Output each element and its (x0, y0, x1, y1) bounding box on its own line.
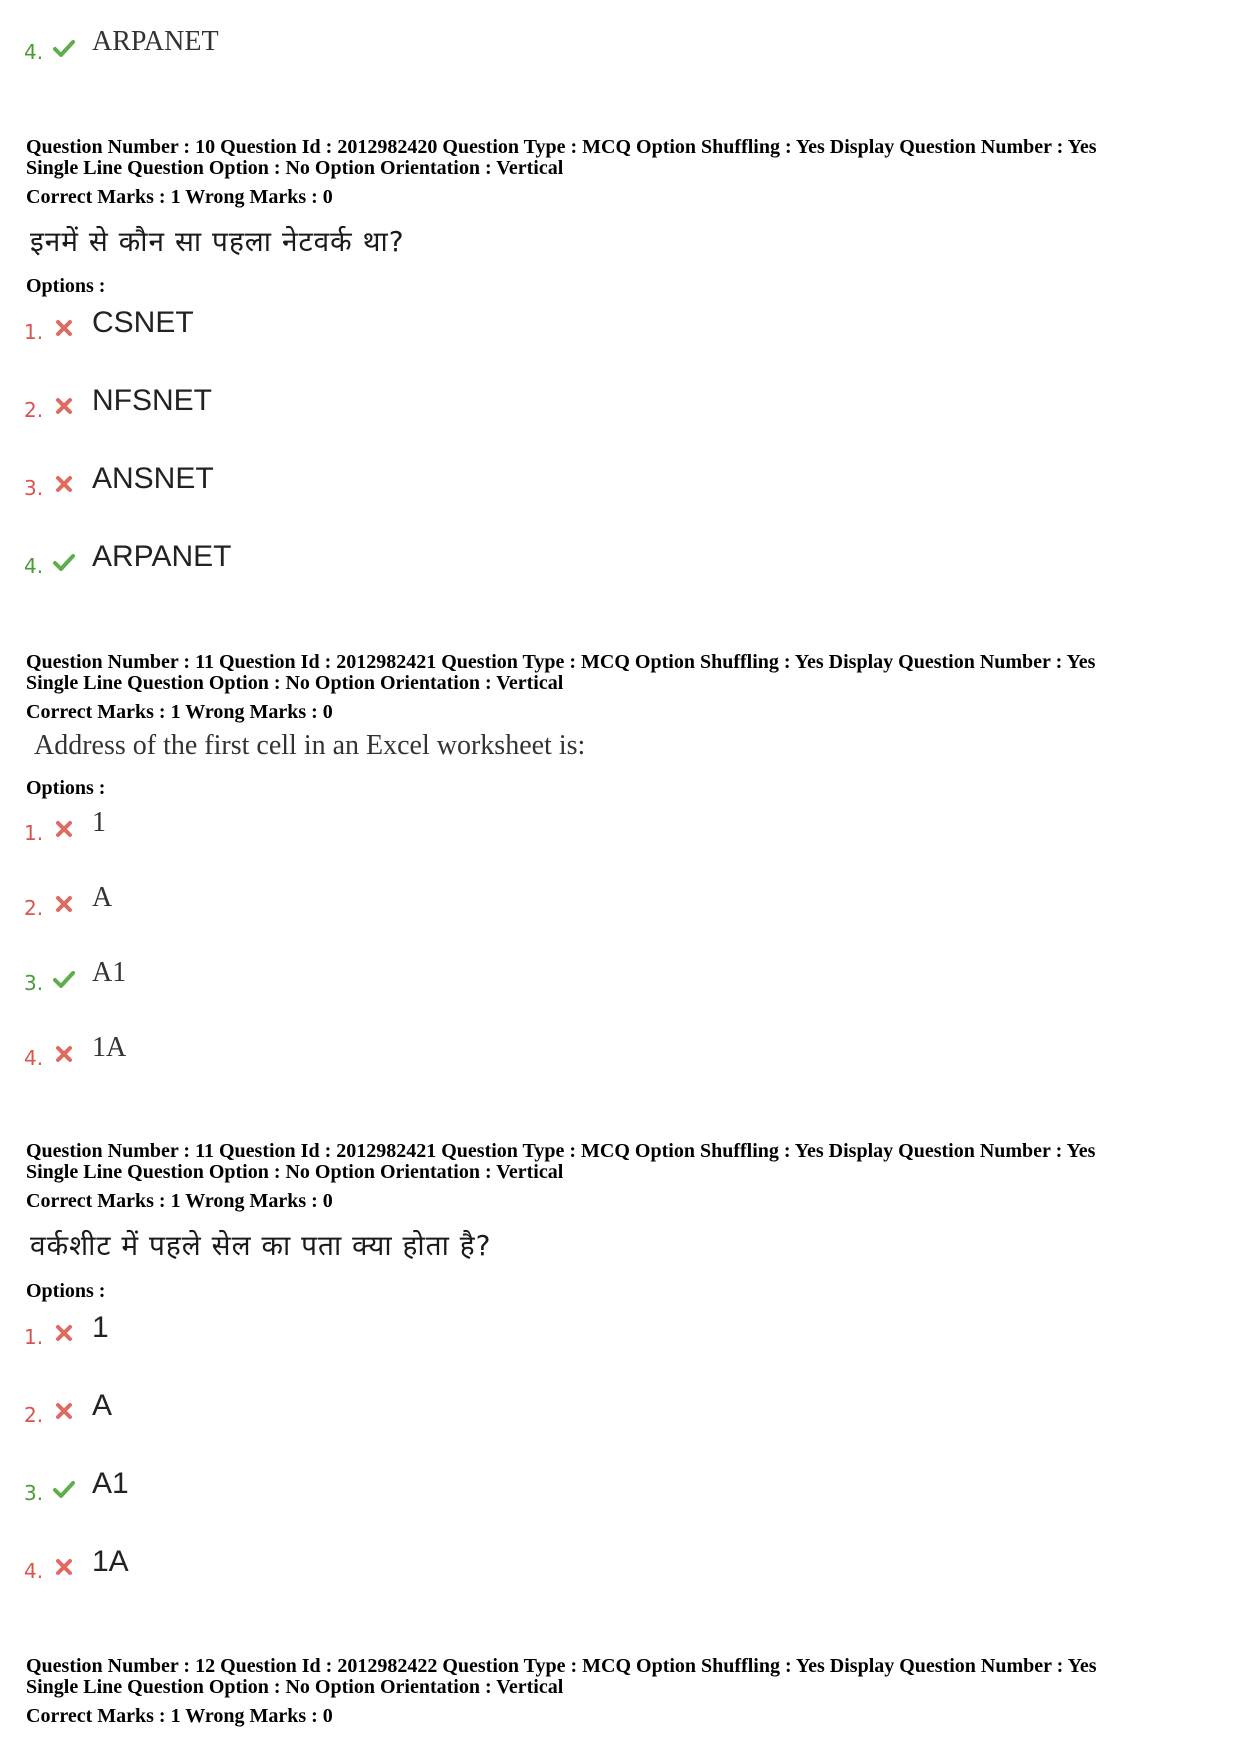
option-text: 1A (92, 1032, 127, 1063)
option-text: NFSNET (92, 384, 212, 417)
option-item (24, 1545, 424, 1585)
option-item (24, 26, 424, 66)
option-text: ARPANET (92, 26, 219, 57)
cross-icon (52, 472, 76, 496)
checkmark-icon (52, 967, 76, 991)
question-text: इनमें से कौन सा पहला नेटवर्क था? (30, 225, 405, 258)
question-text: Address of the first cell in an Excel worksheet is: (34, 730, 586, 761)
option-text: ANSNET (92, 462, 214, 495)
question-meta-line: Single Line Question Option : No Option Orientation : Vertical (26, 1676, 564, 1698)
option-item (24, 1032, 424, 1072)
option-item (24, 1389, 424, 1429)
option-text: CSNET (92, 306, 194, 339)
cross-icon (52, 1321, 76, 1345)
checkmark-icon (52, 1477, 76, 1501)
checkmark-icon (52, 550, 76, 574)
cross-icon (52, 1555, 76, 1579)
marks-line: Correct Marks : 1 Wrong Marks : 0 (26, 1190, 333, 1212)
cross-icon (52, 394, 76, 418)
question-text: वर्कशीट में पहले सेल का पता क्या होता है? (30, 1229, 492, 1262)
question-meta-line: Single Line Question Option : No Option Orientation : Vertical (26, 672, 564, 694)
question-meta-line: Single Line Question Option : No Option Orientation : Vertical (26, 1161, 564, 1183)
option-number: 3. (24, 971, 44, 995)
option-item (24, 540, 424, 580)
cross-icon (52, 316, 76, 340)
option-number: 2. (24, 1403, 44, 1427)
option-number: 2. (24, 896, 44, 920)
option-text: A (92, 1389, 113, 1422)
checkmark-icon (52, 36, 76, 60)
option-item (24, 882, 424, 922)
option-text: A (92, 882, 113, 913)
options-label: Options : (26, 1280, 106, 1302)
cross-icon (52, 1042, 76, 1066)
option-number: 1. (24, 1325, 44, 1349)
option-item (24, 957, 424, 997)
question-meta-line: Question Number : 11 Question Id : 2012982421 Question Type : MCQ Option Shuffling : Yes Display Question Number : Yes (26, 651, 1096, 673)
option-number: 2. (24, 398, 44, 422)
option-number: 4. (24, 554, 44, 578)
option-number: 3. (24, 476, 44, 500)
option-number: 1. (24, 821, 44, 845)
option-text: 1 (92, 1311, 109, 1344)
option-item (24, 1467, 424, 1507)
option-number: 3. (24, 1481, 44, 1505)
marks-line: Correct Marks : 1 Wrong Marks : 0 (26, 1705, 333, 1727)
option-number: 1. (24, 320, 44, 344)
options-label: Options : (26, 275, 106, 297)
option-text: A1 (92, 957, 127, 988)
option-item (24, 306, 424, 346)
marks-line: Correct Marks : 1 Wrong Marks : 0 (26, 701, 333, 723)
option-text: 1 (92, 807, 106, 838)
marks-line: Correct Marks : 1 Wrong Marks : 0 (26, 186, 333, 208)
question-meta-line: Question Number : 10 Question Id : 2012982420 Question Type : MCQ Option Shuffling : Yes Display Question Number : Yes (26, 136, 1097, 158)
option-item (24, 462, 424, 502)
question-meta-line: Question Number : 12 Question Id : 2012982422 Question Type : MCQ Option Shuffling : Yes Display Question Number : Yes (26, 1655, 1097, 1677)
option-text: A1 (92, 1467, 129, 1500)
question-meta-line: Single Line Question Option : No Option Orientation : Vertical (26, 157, 564, 179)
option-item (24, 384, 424, 424)
option-text: ARPANET (92, 540, 232, 573)
option-item (24, 807, 424, 847)
cross-icon (52, 1399, 76, 1423)
option-item (24, 1311, 424, 1351)
option-text: 1A (92, 1545, 129, 1578)
cross-icon (52, 817, 76, 841)
option-number: 4. (24, 1046, 44, 1070)
option-number: 4. (24, 1559, 44, 1583)
options-label: Options : (26, 777, 106, 799)
option-number: 4. (24, 40, 44, 64)
question-meta-line: Question Number : 11 Question Id : 2012982421 Question Type : MCQ Option Shuffling : Yes Display Question Number : Yes (26, 1140, 1096, 1162)
cross-icon (52, 892, 76, 916)
